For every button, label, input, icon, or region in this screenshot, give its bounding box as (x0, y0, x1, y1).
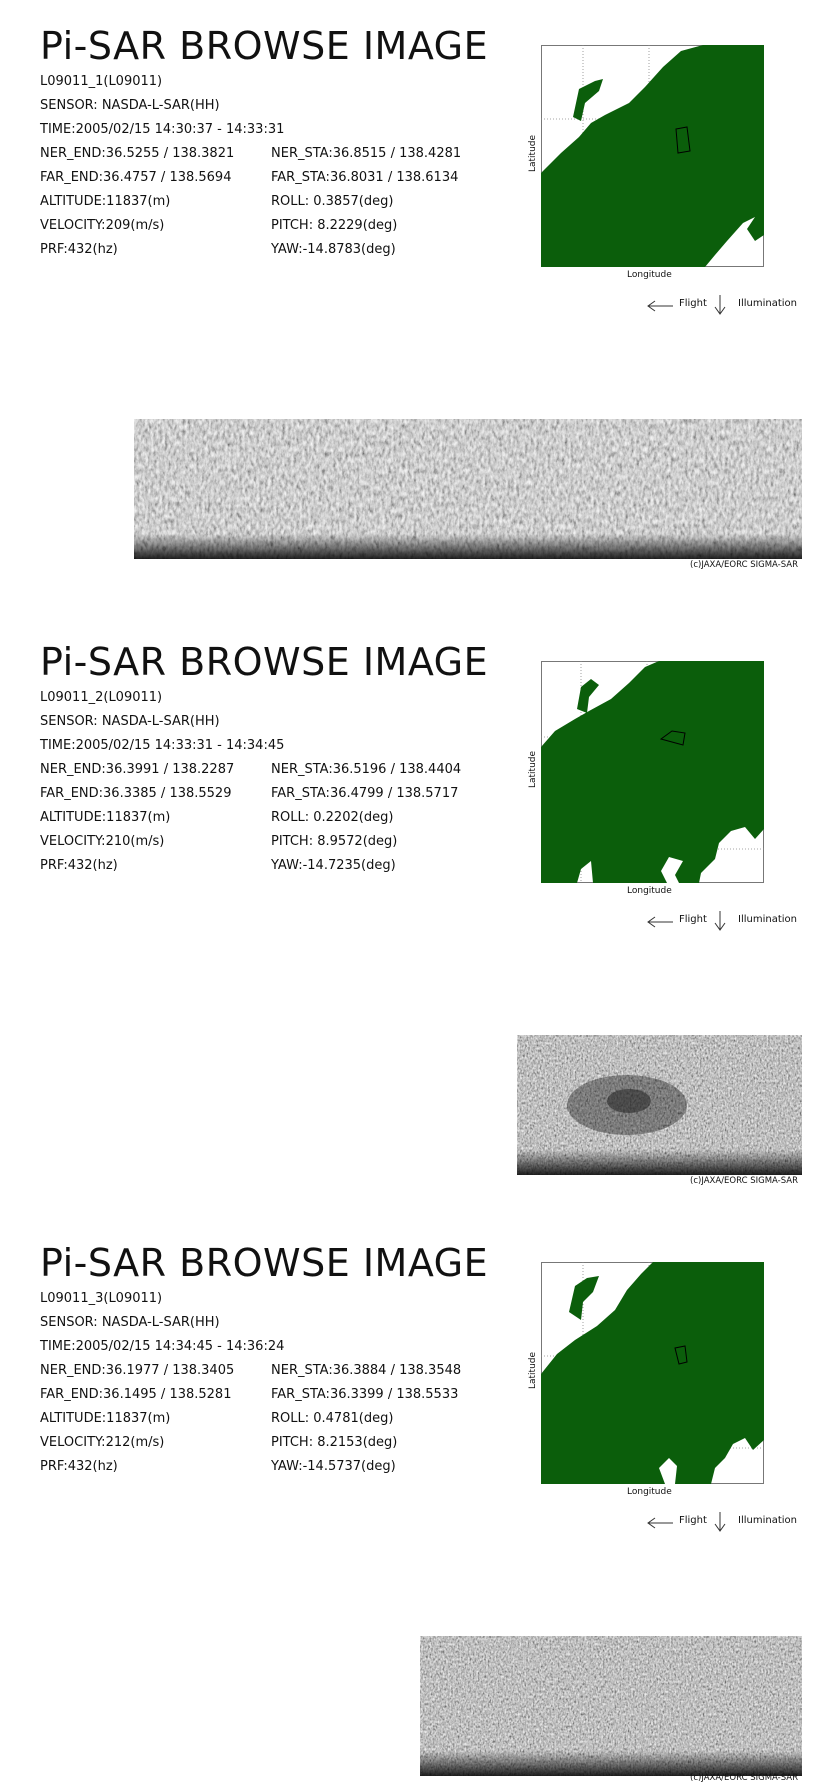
longitude-label: Longitude (627, 1487, 672, 1497)
flight-arrow-icon (646, 1517, 674, 1529)
flight-label: Flight (679, 914, 707, 925)
ner-end: NER_END:36.3991 / 138.2287 (40, 762, 235, 777)
row-vel (40, 1431, 398, 1455)
browse-panel-3 (0, 1217, 822, 1785)
sar-browse-image (134, 419, 802, 559)
flight-illumination-legend (646, 910, 806, 934)
row-prf (40, 1455, 396, 1479)
location-map (541, 661, 764, 883)
yaw: YAW:-14.5737(deg) (271, 1459, 396, 1474)
scene-id: L09011_3(L09011) (40, 1291, 163, 1306)
image-credit: (c)JAXA/EORC SIGMA-SAR (690, 560, 798, 570)
sensor: SENSOR: NASDA-L-SAR(HH) (40, 98, 220, 113)
far-sta: FAR_STA:36.3399 / 138.5533 (271, 1387, 459, 1402)
row-ner (40, 1359, 462, 1383)
time-range: TIME:2005/02/15 14:30:37 - 14:33:31 (40, 122, 285, 137)
flight-illumination-legend (646, 294, 806, 318)
prf: PRF:432(hz) (40, 242, 118, 257)
browse-panel-2 (0, 616, 822, 1196)
roll: ROLL: 0.2202(deg) (271, 810, 394, 825)
location-map (541, 45, 764, 267)
image-credit: (c)JAXA/EORC SIGMA-SAR (690, 1773, 798, 1783)
yaw: YAW:-14.8783(deg) (271, 242, 396, 257)
flight-label: Flight (679, 1515, 707, 1526)
illumination-arrow-icon (713, 1511, 727, 1533)
far-end: FAR_END:36.3385 / 138.5529 (40, 786, 232, 801)
altitude: ALTITUDE:11837(m) (40, 194, 171, 209)
latitude-label: Latitude (528, 1351, 538, 1389)
ner-sta: NER_STA:36.8515 / 138.4281 (271, 146, 462, 161)
ner-sta: NER_STA:36.3884 / 138.3548 (271, 1363, 462, 1378)
illumination-arrow-icon (713, 910, 727, 932)
row-alt (40, 190, 394, 214)
page-title: Pi-SAR BROWSE IMAGE (40, 24, 489, 68)
flight-arrow-icon (646, 916, 674, 928)
ner-end: NER_END:36.1977 / 138.3405 (40, 1363, 235, 1378)
longitude-label: Longitude (627, 886, 672, 896)
altitude: ALTITUDE:11837(m) (40, 810, 171, 825)
row-alt (40, 806, 394, 830)
illumination-label: Illumination (738, 298, 797, 309)
prf: PRF:432(hz) (40, 1459, 118, 1474)
row-ner (40, 758, 462, 782)
row-far (40, 1383, 459, 1407)
latitude-label: Latitude (528, 750, 538, 788)
time-range: TIME:2005/02/15 14:34:45 - 14:36:24 (40, 1339, 285, 1354)
pitch: PITCH: 8.2153(deg) (271, 1435, 398, 1450)
velocity: VELOCITY:212(m/s) (40, 1435, 165, 1450)
row-vel (40, 214, 398, 238)
flight-label: Flight (679, 298, 707, 309)
illumination-arrow-icon (713, 294, 727, 316)
latitude-label: Latitude (528, 134, 538, 172)
roll: ROLL: 0.4781(deg) (271, 1411, 394, 1426)
ner-end: NER_END:36.5255 / 138.3821 (40, 146, 235, 161)
row-prf (40, 854, 396, 878)
velocity: VELOCITY:210(m/s) (40, 834, 165, 849)
altitude: ALTITUDE:11837(m) (40, 1411, 171, 1426)
image-credit: (c)JAXA/EORC SIGMA-SAR (690, 1176, 798, 1186)
metadata-block (40, 686, 462, 878)
sar-browse-image (420, 1636, 802, 1776)
longitude-label: Longitude (627, 270, 672, 280)
roll: ROLL: 0.3857(deg) (271, 194, 394, 209)
far-end: FAR_END:36.1495 / 138.5281 (40, 1387, 232, 1402)
row-ner (40, 142, 462, 166)
row-prf (40, 238, 396, 262)
row-vel (40, 830, 398, 854)
illumination-label: Illumination (738, 1515, 797, 1526)
metadata-block (40, 1287, 462, 1479)
browse-panel-1 (0, 0, 822, 590)
row-alt (40, 1407, 394, 1431)
sensor: SENSOR: NASDA-L-SAR(HH) (40, 714, 220, 729)
prf: PRF:432(hz) (40, 858, 118, 873)
pitch: PITCH: 8.2229(deg) (271, 218, 398, 233)
time-range: TIME:2005/02/15 14:33:31 - 14:34:45 (40, 738, 285, 753)
flight-illumination-legend (646, 1511, 806, 1535)
yaw: YAW:-14.7235(deg) (271, 858, 396, 873)
scene-id: L09011_1(L09011) (40, 74, 163, 89)
ner-sta: NER_STA:36.5196 / 138.4404 (271, 762, 462, 777)
far-sta: FAR_STA:36.4799 / 138.5717 (271, 786, 459, 801)
scene-id: L09011_2(L09011) (40, 690, 163, 705)
sar-browse-image (517, 1035, 802, 1175)
page-title: Pi-SAR BROWSE IMAGE (40, 1241, 489, 1285)
row-far (40, 782, 459, 806)
page-title: Pi-SAR BROWSE IMAGE (40, 640, 489, 684)
row-far (40, 166, 459, 190)
location-map (541, 1262, 764, 1484)
far-end: FAR_END:36.4757 / 138.5694 (40, 170, 232, 185)
illumination-label: Illumination (738, 914, 797, 925)
pitch: PITCH: 8.9572(deg) (271, 834, 398, 849)
flight-arrow-icon (646, 300, 674, 312)
metadata-block (40, 70, 462, 262)
velocity: VELOCITY:209(m/s) (40, 218, 165, 233)
far-sta: FAR_STA:36.8031 / 138.6134 (271, 170, 459, 185)
sensor: SENSOR: NASDA-L-SAR(HH) (40, 1315, 220, 1330)
